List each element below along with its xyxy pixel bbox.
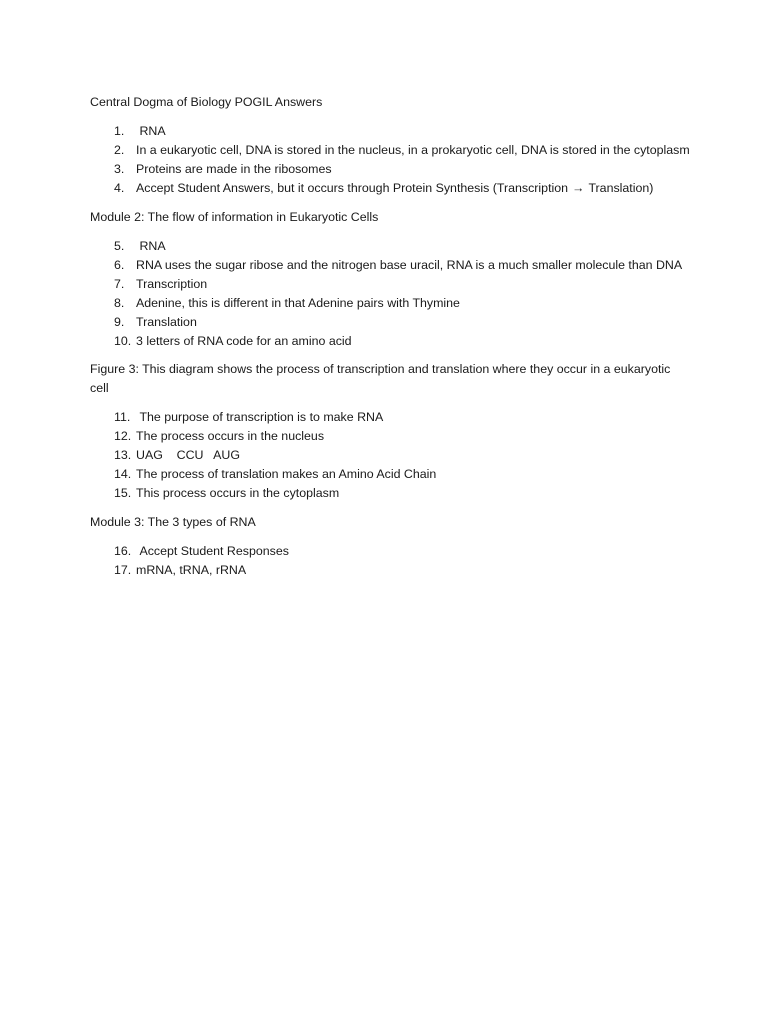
item-number: 9. [114, 315, 125, 329]
item-text: This process occurs in the cytoplasm [136, 486, 340, 500]
item-number: 1. [114, 124, 125, 138]
item-number: 14. [114, 467, 132, 481]
item-text-before-arrow: Accept Student Answers, but it occurs through Protein Synthesis (Transcription [136, 181, 569, 195]
item-number: 13. [114, 448, 132, 462]
item-number: 10. [114, 334, 132, 348]
answer-list-section-1 [90, 122, 690, 198]
item-text: The purpose of transcription is to make RNA [136, 410, 384, 424]
list-item [90, 179, 690, 198]
item-number: 6. [114, 258, 125, 272]
list-item [90, 542, 690, 561]
item-text: 3 letters of RNA code for an amino acid [136, 334, 352, 348]
item-text: Accept Student Responses [136, 544, 289, 558]
figure-3-heading: Figure 3: This diagram shows the process of transcription and translation where they occur in a eukaryotic cell [90, 362, 671, 395]
list-item [90, 408, 690, 427]
item-number: 8. [114, 296, 125, 310]
item-text: RNA uses the sugar ribose and the nitrogen base uracil, RNA is a much smaller molecule than DNA [136, 258, 683, 272]
list-item [90, 122, 690, 141]
list-item [90, 465, 690, 484]
list-item [90, 141, 690, 160]
item-text: In a eukaryotic cell, DNA is stored in the nucleus, in a prokaryotic cell, DNA is stored in the cytoplasm [136, 143, 690, 157]
answer-list-module-2 [90, 237, 690, 351]
list-item [90, 484, 690, 503]
list-item [90, 294, 690, 313]
module-3-heading: Module 3: The 3 types of RNA [90, 515, 256, 529]
item-text: RNA [136, 124, 166, 138]
item-text: mRNA, tRNA, rRNA [136, 563, 247, 577]
item-text: Transcription [136, 277, 208, 291]
list-item [90, 313, 690, 332]
item-number: 5. [114, 239, 125, 253]
item-text: RNA [136, 239, 166, 253]
document-title: Central Dogma of Biology POGIL Answers [90, 95, 323, 109]
item-number: 11. [114, 410, 131, 424]
item-number: 15. [114, 486, 132, 500]
answer-list-figure-3 [90, 408, 690, 503]
item-number: 7. [114, 277, 125, 291]
item-text [136, 179, 690, 198]
list-item [90, 160, 690, 179]
item-text: The process occurs in the nucleus [136, 429, 325, 443]
list-item [90, 275, 690, 294]
list-item [90, 332, 690, 351]
list-item [90, 256, 690, 275]
answer-list-module-3 [90, 542, 690, 580]
item-text-after-arrow: Translation) [588, 181, 654, 195]
list-item [90, 237, 690, 256]
item-text: The process of translation makes an Amino Acid Chain [136, 467, 437, 481]
list-item [90, 561, 690, 580]
item-text: UAG CCU AUG [136, 448, 240, 462]
item-number: 12. [114, 429, 132, 443]
list-item [90, 446, 690, 465]
right-arrow-icon: → [572, 181, 585, 195]
item-text: Translation [136, 315, 197, 329]
list-item [90, 427, 690, 446]
item-number: 17. [114, 563, 132, 577]
item-number: 2. [114, 143, 125, 157]
module-2-heading: Module 2: The flow of information in Eukaryotic Cells [90, 210, 379, 224]
item-text: Adenine, this is different in that Adenine pairs with Thymine [136, 296, 460, 310]
item-number: 4. [114, 181, 125, 195]
item-number: 16. [114, 544, 132, 558]
item-number: 3. [114, 162, 125, 176]
item-text: Proteins are made in the ribosomes [136, 162, 332, 176]
document-body [90, 93, 690, 580]
